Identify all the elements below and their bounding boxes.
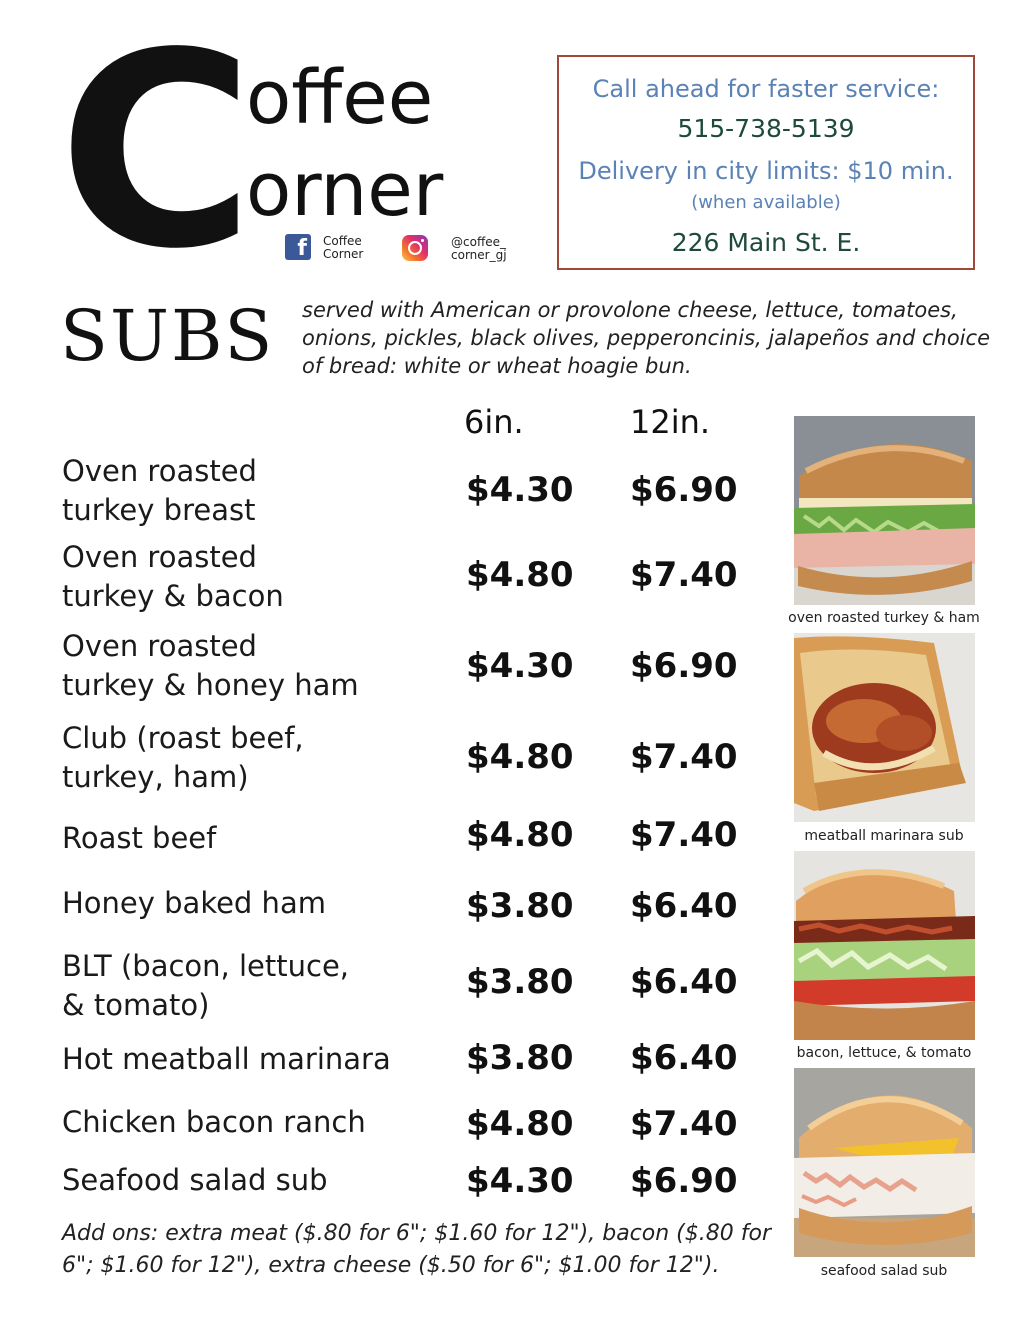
menu-item-line2: turkey & bacon	[62, 579, 284, 613]
menu-item-line1: Club (roast beef,	[62, 721, 304, 755]
instagram-handle-line2: corner_gj	[451, 248, 507, 262]
menu-item-price-12in: $7.40	[630, 1104, 738, 1144]
menu-item-name	[62, 1161, 442, 1200]
menu-item-price-6in: $4.80	[466, 737, 574, 777]
photo-turkey-ham-sub	[794, 416, 975, 605]
photo-seafood-illustration	[794, 1068, 975, 1257]
availability-text: (when available)	[691, 192, 841, 213]
menu-item-name	[62, 719, 442, 797]
menu-item-name	[62, 452, 442, 530]
logo-word-orner: orner	[246, 147, 444, 233]
photo-caption: meatball marinara sub	[804, 828, 964, 844]
call-ahead-text: Call ahead for faster service:	[592, 75, 940, 103]
menu-item-line1: BLT (bacon, lettuce,	[62, 949, 350, 983]
menu-item-price-6in: $3.80	[466, 962, 574, 1002]
address-text: 226 Main St. E.	[671, 228, 861, 257]
column-header-6in: 6in.	[464, 403, 524, 441]
menu-item-name	[62, 1040, 442, 1079]
menu-item-price-6in: $4.80	[466, 555, 574, 595]
menu-item-line1: Oven roasted	[62, 454, 257, 488]
instagram-handle[interactable]	[451, 236, 507, 262]
photo-caption: bacon, lettuce, & tomato	[796, 1045, 972, 1061]
menu-item-line1: Honey baked ham	[62, 886, 326, 920]
menu-item-price-6in: $4.30	[466, 646, 574, 686]
menu-item-line2: & tomato)	[62, 988, 210, 1022]
menu-item-price-6in: $3.80	[466, 1038, 574, 1078]
menu-item-price-12in: $7.40	[630, 737, 738, 777]
menu-item-price-6in: $4.80	[466, 815, 574, 855]
delivery-text: Delivery in city limits: $10 min.	[578, 157, 954, 185]
menu-item-name	[62, 884, 442, 923]
menu-item-line1: Chicken bacon ranch	[62, 1105, 366, 1139]
menu-item-line1: Hot meatball marinara	[62, 1042, 391, 1076]
menu-item-name	[62, 1103, 442, 1142]
menu-item-price-12in: $6.90	[630, 470, 738, 510]
photo-blt-illustration	[794, 851, 975, 1040]
info-box	[557, 55, 975, 270]
menu-item-price-6in: $3.80	[466, 886, 574, 926]
phone-number[interactable]: 515-738-5139	[677, 114, 855, 143]
menu-item-line1: Seafood salad sub	[62, 1163, 328, 1197]
facebook-icon[interactable]: f	[285, 234, 311, 260]
menu-item-line1: Oven roasted	[62, 540, 257, 574]
logo-initial: C	[58, 0, 251, 308]
menu-item-price-12in: $6.40	[630, 886, 738, 926]
facebook-handle[interactable]	[323, 235, 363, 261]
menu-item-price-12in: $6.90	[630, 646, 738, 686]
photo-seafood-salad-sub	[794, 1068, 975, 1257]
menu-item-name	[62, 947, 442, 1025]
menu-item-price-12in: $6.90	[630, 1161, 738, 1201]
menu-item-line2: turkey breast	[62, 493, 256, 527]
instagram-handle-line1: @coffee_	[451, 235, 506, 249]
menu-item-price-6in: $4.30	[466, 470, 574, 510]
menu-item-price-12in: $6.40	[630, 962, 738, 1002]
menu-item-line1: Oven roasted	[62, 629, 257, 663]
menu-item-price-12in: $7.40	[630, 555, 738, 595]
photo-blt-sub	[794, 851, 975, 1040]
logo-word-offee: offee	[246, 55, 434, 141]
facebook-handle-line2: Corner	[323, 247, 364, 261]
menu-item-price-12in: $7.40	[630, 815, 738, 855]
menu-item-price-12in: $6.40	[630, 1038, 738, 1078]
menu-item-price-6in: $4.30	[466, 1161, 574, 1201]
menu-item-name	[62, 627, 442, 705]
photo-caption: oven roasted turkey & ham	[788, 610, 980, 626]
menu-item-line2: turkey & honey ham	[62, 668, 359, 702]
photo-turkey-ham-illustration	[794, 416, 975, 605]
photo-meatball-marinara-sub	[794, 633, 975, 822]
menu-item-price-6in: $4.80	[466, 1104, 574, 1144]
facebook-handle-line1: Coffee	[323, 234, 362, 248]
column-header-12in: 12in.	[630, 403, 711, 441]
addons-note: Add ons: extra meat ($.80 for 6"; $1.60 for 12"), bacon ($.80 for 6"; $1.60 for 12"), extra cheese ($.50 for 6"; $1.00 for 12").	[62, 1221, 771, 1278]
instagram-icon[interactable]	[402, 235, 428, 261]
section-title: SUBS	[60, 295, 275, 377]
menu-item-line1: Roast beef	[62, 821, 217, 855]
menu-item-line2: turkey, ham)	[62, 760, 249, 794]
photo-meatball-illustration	[794, 633, 975, 822]
section-description: served with American or provolone cheese, lettuce, tomatoes, onions, pickles, black olives, pepperoncinis, jalapeños and choice of bread: white or wheat hoagie bun.	[302, 298, 990, 378]
photo-caption: seafood salad sub	[820, 1263, 948, 1279]
menu-item-name	[62, 819, 442, 858]
menu-item-name	[62, 538, 442, 616]
